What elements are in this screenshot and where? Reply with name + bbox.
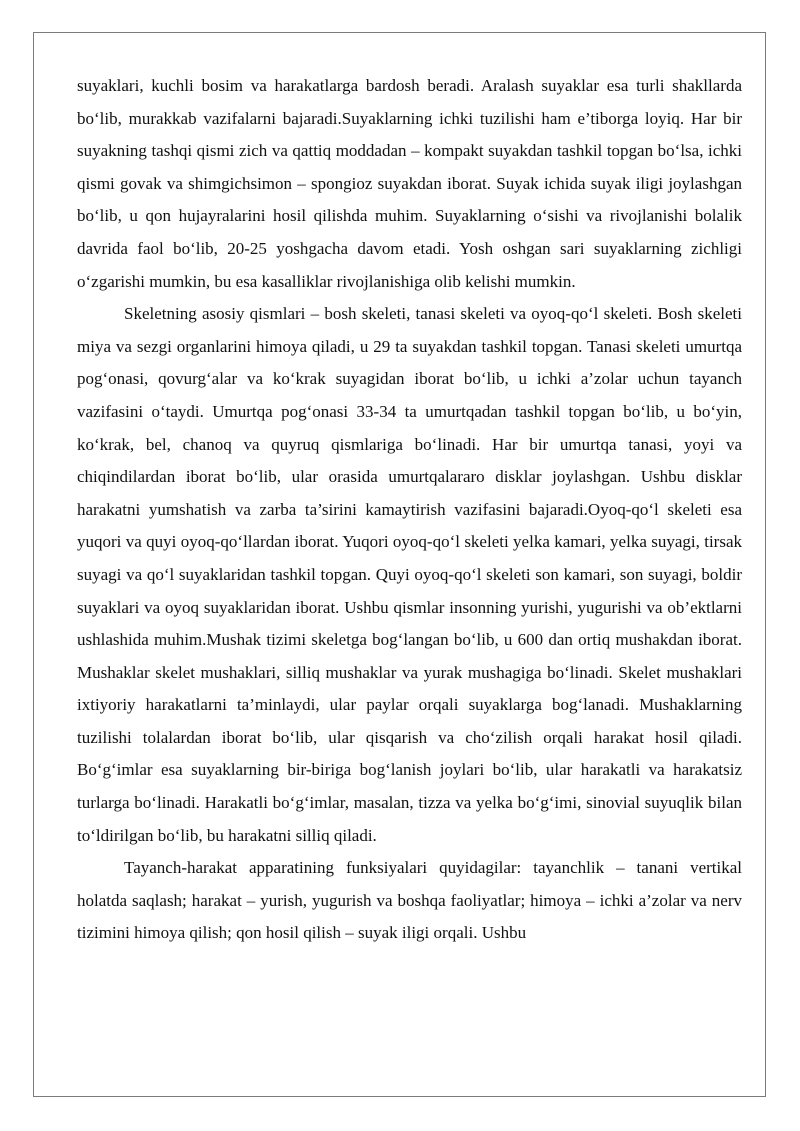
paragraph: suyaklari, kuchli bosim va harakatlarga bardosh beradi. Aralash suyaklar esa turli shakllarda bo‘lib, murakkab vazifalarni bajaradi.Suyaklarning ichki tuzilishi ham e’tiborga loyiq. Har bir suyakning tashqi qismi zich va qattiq moddadan – kompakt suyakdan tashkil topgan bo‘lsa, ichki qismi govak va shimgichsimon – spongioz suyakdan iborat. Suyak ichida suyak iligi joylashgan bo‘lib, u qon hujayralarini hosil qilishda muhim. Suyaklarning o‘sishi va rivojlanishi bolalik davrida faol bo‘lib, 20-25 yoshgacha davom etadi. Yosh oshgan sari suyaklarning zichligi o‘zgarishi mumkin, bu esa kasalliklar rivojlanishiga olib kelishi mumkin. xyxy=(77,76,742,291)
paragraph: Skeletning asosiy qismlari – bosh skeleti, tanasi skeleti va oyoq-qo‘l skeleti. Bosh skeleti miya va sezgi organlarini himoya qiladi, u 29 ta suyakdan tashkil topgan. Tanasi skeleti umurtqa pog‘onasi, qovurg‘alar va ko‘krak suyagidan iborat bo‘lib, u ichki a’zolar uchun tayanch vazifasini o‘taydi. Umurtqa pog‘onasi 33-34 ta umurtqadan tashkil topgan bo‘lib, u bo‘yin, ko‘krak, bel, chanoq va quyruq qismlariga bo‘linadi. Har bir umurtqa tanasi, yoyi va chiqindilardan iborat bo‘lib, ular orasida umurtqalararo disklar joylashgan. Ushbu disklar harakatni yumshatish va zarba ta’sirini kamaytirish vazifasini bajaradi.Oyoq-qo‘l skeleti esa yuqori va quyi oyoq-qo‘llardan iborat. Yuqori oyoq-qo‘l skeleti yelka kamari, yelka suyagi, tirsak suyagi va qo‘l suyaklaridan tashkil topgan. Quyi oyoq-qo‘l skeleti son kamari, son suyagi, boldir suyaklari va oyoq suyaklaridan iborat. Ushbu qismlar insonning yurishi, yugurishi va ob’ektlarni ushlashida muhim.Mushak tizimi skeletga bog‘langan bo‘lib, u 600 dan ortiq mushakdan iborat. Mushaklar skelet mushaklari, silliq mushaklar va yurak mushagiga bo‘linadi. Skelet mushaklari ixtiyoriy harakatlarni ta’minlaydi, ular paylar orqali suyaklarga bog‘lanadi. Mushaklarning tuzilishi tolalardan iborat bo‘lib, ular qisqarish va cho‘zilish orqali harakat hosil qiladi. Bo‘g‘imlar esa suyaklarning bir-biriga bog‘lanish joylari bo‘lib, ular harakatli va harakatsiz turlarga bo‘linadi. Harakatli bo‘g‘imlar, masalan, tizza va yelka bo‘g‘imi, sinovial suyuqlik bilan to‘ldirilgan bo‘lib, bu harakatni silliq qiladi. xyxy=(77,304,742,845)
document-body xyxy=(77,70,742,950)
paragraph: Tayanch-harakat apparatining funksiyalari quyidagilar: tayanchlik – tanani vertikal holatda saqlash; harakat – yurish, yugurish va boshqa faoliyatlar; himoya – ichki a’zolar va nerv tizimini himoya qilish; qon hosil qilish – suyak iligi orqali. Ushbu xyxy=(77,858,742,943)
